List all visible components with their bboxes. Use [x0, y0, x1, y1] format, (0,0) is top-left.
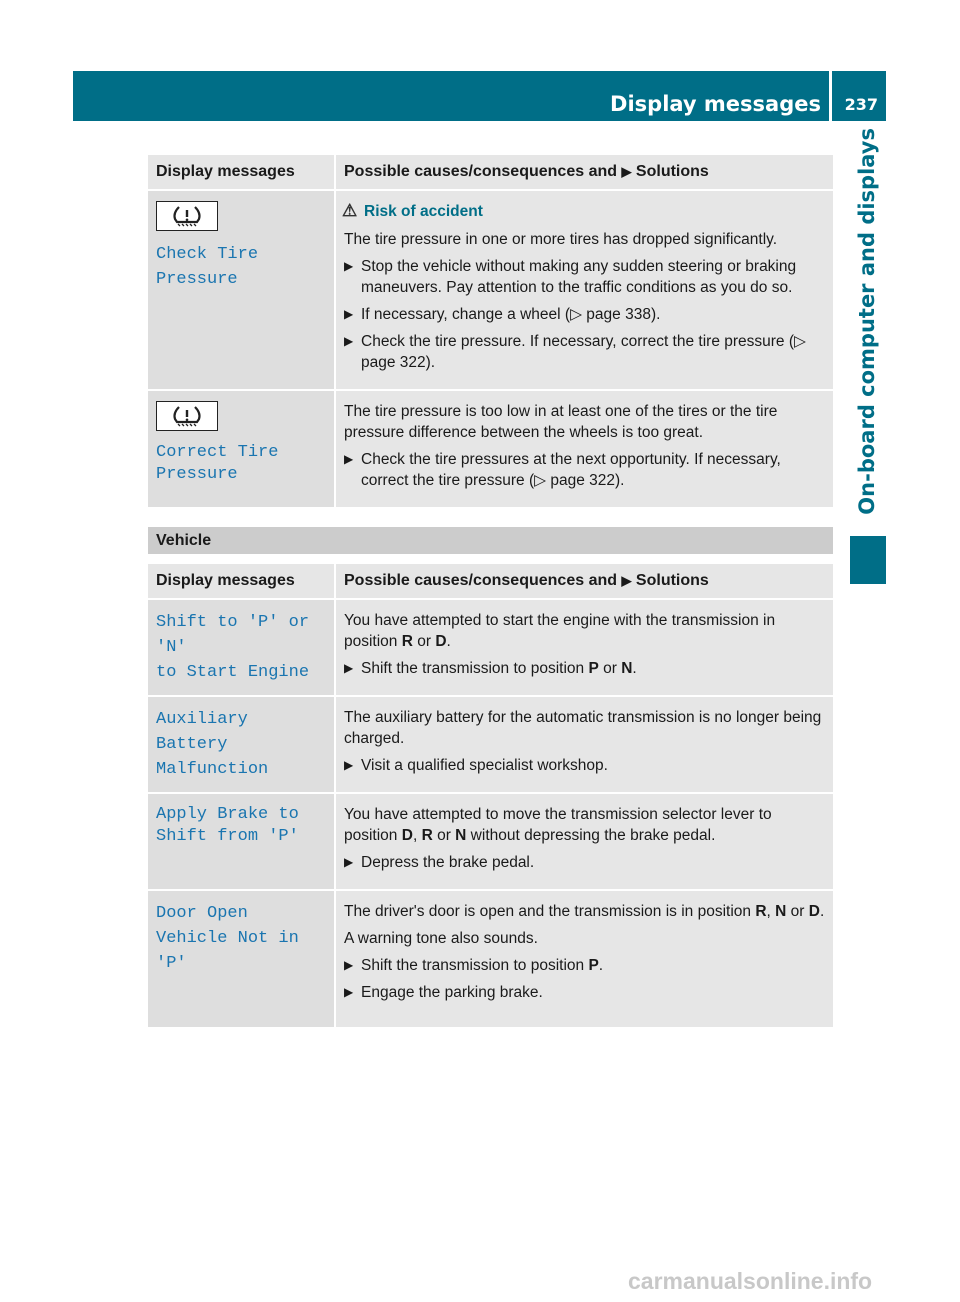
tire-pressure-warning-icon [156, 401, 218, 431]
watermark: carmanualsonline.info [628, 1268, 873, 1294]
causes-cell [335, 599, 833, 696]
header-divider [829, 71, 832, 121]
message-cell [148, 696, 335, 793]
table-row [148, 190, 833, 390]
text-part: The driver's door is open and the transmission is in position [344, 903, 756, 920]
message-line: to Start Engine [156, 663, 310, 682]
arrow-right-icon: ▶ [344, 985, 354, 999]
message-cell [148, 390, 335, 508]
table-row [148, 390, 833, 508]
gear-position: P [588, 660, 599, 677]
message-line: Apply Brake to [156, 805, 299, 824]
cause-text: The auxiliary battery for the automatic transmission is no longer being charged. [344, 709, 822, 747]
message-line: Door Open [156, 904, 248, 923]
causes-cell [335, 390, 833, 508]
section-heading-bar [148, 527, 833, 554]
message-cell [148, 890, 335, 1028]
message-line: Malfunction [156, 760, 269, 779]
column-header-solutions-label: Solutions [635, 572, 709, 589]
arrow-right-icon: ▶ [344, 661, 354, 675]
solution-item [344, 755, 825, 776]
solution-text: Check the tire pressures at the next opportunity. If necessary, correct the tire pressure (▷ page 322). [361, 451, 781, 489]
gear-position: R [755, 903, 767, 920]
text-part: without depressing the brake pedal. [466, 827, 716, 844]
side-tab-label: On-board computer and displays [855, 128, 879, 515]
gear-position: P [588, 957, 599, 974]
message-door-open [156, 901, 326, 976]
cause-text: The tire pressure is too low in at least one of the tires or the tire pressure difference between the wheels is too great. [344, 403, 778, 441]
cause-text: A warning tone also sounds. [344, 930, 538, 947]
tire-pressure-warning-icon [156, 201, 218, 231]
cause-text: The tire pressure in one or more tires has dropped significantly. [344, 231, 778, 248]
solution-item [344, 331, 825, 373]
solution-item [344, 982, 825, 1003]
arrow-right-icon: ▶ [344, 259, 354, 273]
column-header-display-messages: Display messages [148, 564, 335, 599]
gear-position: D [808, 903, 820, 920]
page-header [73, 71, 886, 121]
table-header-row [148, 564, 833, 599]
section-title: Vehicle [156, 532, 212, 549]
column-header-display-messages: Display messages [148, 155, 335, 190]
solution-text: Shift the transmission to position [361, 660, 589, 677]
arrow-right-icon: ▶ [344, 855, 354, 869]
message-line: Auxiliary Battery [156, 710, 248, 754]
message-line: Shift to 'P' or 'N' [156, 613, 310, 657]
text-part: . [446, 633, 451, 650]
table-header-row [148, 155, 833, 190]
column-header-causes [335, 564, 833, 599]
text-part: or [412, 633, 436, 650]
column-header-solutions-label: Solutions [635, 163, 709, 180]
display-messages-table-tires [148, 155, 833, 509]
arrow-right-icon: ▶ [344, 758, 354, 772]
message-check-tire-pressure: Check Tire Pressure [156, 245, 259, 289]
message-line: Pressure [156, 465, 238, 484]
side-tab-marker [850, 536, 886, 584]
causes-cell [335, 190, 833, 390]
gear-position: N [775, 903, 787, 920]
message-auxiliary-battery-malfunction [156, 707, 326, 782]
table-row [148, 793, 833, 890]
solution-text: . [598, 957, 604, 974]
solution-text: Visit a qualified specialist workshop. [361, 757, 608, 774]
message-cell [148, 190, 335, 390]
text-part: or [786, 903, 809, 920]
arrow-right-icon: ▶ [344, 334, 354, 348]
arrow-right-icon: ▶ [344, 307, 354, 321]
solution-text: If necessary, change a wheel (▷ page 338). [361, 306, 661, 323]
table-row [148, 696, 833, 793]
message-apply-brake-to-shift [156, 804, 326, 848]
message-cell [148, 793, 335, 890]
column-header-causes [335, 155, 833, 190]
cause-text [344, 901, 825, 922]
arrow-right-icon: ▶ [344, 958, 354, 972]
causes-cell [335, 890, 833, 1028]
message-line: Shift from 'P' [156, 827, 299, 846]
solution-item [344, 449, 825, 491]
column-header-causes-label: Possible causes/consequences and [344, 163, 618, 180]
column-header-causes-label: Possible causes/consequences and [344, 572, 618, 589]
text-part: , [766, 903, 776, 920]
solution-item [344, 955, 825, 976]
text-part: You have attempted to move the transmission selector lever to position [344, 806, 772, 844]
warning-heading [342, 201, 825, 221]
header-title: Display messages [610, 92, 821, 116]
solution-item [344, 658, 825, 679]
causes-cell [335, 696, 833, 793]
side-tab [847, 128, 887, 528]
solution-text: Engage the parking brake. [361, 984, 543, 1001]
message-shift-to-p-or-n [156, 610, 326, 685]
gear-position: N [455, 827, 467, 844]
solution-text: . [632, 660, 637, 677]
text-part: . [819, 903, 825, 920]
table-row [148, 890, 833, 1028]
arrow-right-icon: ▶ [621, 573, 632, 588]
gear-position: R [421, 827, 433, 844]
solution-text: Check the tire pressure. If necessary, correct the tire pressure (▷ page 322). [361, 333, 806, 371]
warning-label: Risk of accident [364, 203, 483, 220]
solution-text: Shift the transmission to position [361, 957, 589, 974]
table-row [148, 599, 833, 696]
arrow-right-icon: ▶ [621, 164, 632, 179]
solution-text: Stop the vehicle without making any sudden steering or braking maneuvers. Pay attention to the traffic conditions as you do so. [361, 258, 797, 296]
warning-triangle-icon: ⚠ [342, 201, 358, 220]
gear-position: N [621, 660, 633, 677]
text-part: or [432, 827, 456, 844]
solution-item [344, 852, 825, 873]
causes-cell [335, 793, 833, 890]
solution-text: or [598, 660, 622, 677]
text-part: You have attempted to start the engine with the transmission in position [344, 612, 776, 650]
message-correct-tire-pressure [156, 442, 326, 486]
cause-text [344, 804, 825, 846]
text-part: , [412, 827, 422, 844]
message-cell [148, 599, 335, 696]
solution-text: Depress the brake pedal. [361, 854, 535, 871]
page-number: 237 [844, 95, 878, 114]
message-line: Correct Tire [156, 443, 279, 462]
gear-position: R [401, 633, 413, 650]
gear-position: D [435, 633, 447, 650]
solution-item [344, 256, 825, 298]
display-messages-table-vehicle [148, 564, 833, 1029]
cause-text [344, 610, 825, 652]
message-line: Vehicle Not in 'P' [156, 929, 299, 973]
solution-item [344, 304, 825, 325]
arrow-right-icon: ▶ [344, 452, 354, 466]
gear-position: D [401, 827, 413, 844]
